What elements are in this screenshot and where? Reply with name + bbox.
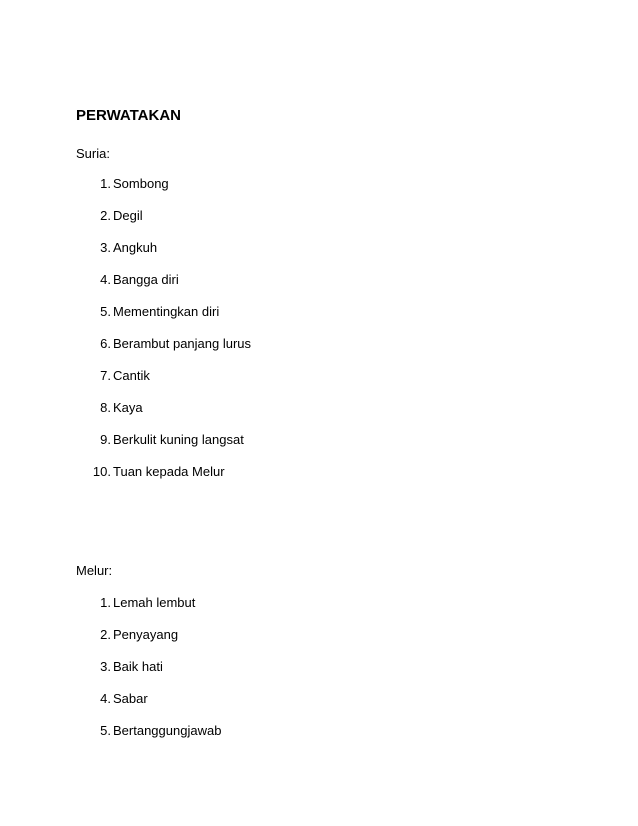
list-item-text: Lemah lembut [113, 595, 196, 610]
list-item [0, 304, 638, 336]
list-item [0, 595, 638, 627]
list-item [0, 400, 638, 432]
list-item [0, 336, 638, 368]
list-item [0, 240, 638, 272]
list-item-number: 3. [100, 659, 111, 674]
list-item-number: 2. [100, 208, 111, 223]
list-item-number: 2. [100, 627, 111, 642]
list-item-text: Sabar [113, 691, 148, 706]
list-item [0, 464, 638, 496]
list-item-number: 5. [100, 304, 111, 319]
list-item-number: 5. [100, 723, 111, 738]
list-item-text: Tuan kepada Melur [113, 464, 225, 479]
list-item [0, 659, 638, 691]
list-item-text: Kaya [113, 400, 143, 415]
list-item-number: 1. [100, 595, 111, 610]
list-item-number: 6. [100, 336, 111, 351]
list-item-number: 9. [100, 432, 111, 447]
list-item [0, 272, 638, 304]
list-item-text: Baik hati [113, 659, 163, 674]
list-item-number: 1. [100, 176, 111, 191]
list-item [0, 368, 638, 400]
list-item-text: Bangga diri [113, 272, 179, 287]
list-item [0, 723, 638, 755]
list-item-number: 10. [92, 464, 111, 479]
list-item-number: 4. [100, 691, 111, 706]
list-item-text: Cantik [113, 368, 150, 383]
list-item-text: Sombong [113, 176, 169, 191]
list-item-text: Degil [113, 208, 143, 223]
section-label-melur: Melur: [76, 563, 113, 578]
list-item-text: Penyayang [113, 627, 179, 642]
list-item-number: 3. [100, 240, 111, 255]
list-item-number: 4. [100, 272, 111, 287]
list-item [0, 691, 638, 723]
melur-list [0, 595, 638, 755]
list-item [0, 176, 638, 208]
list-item-text: Mementingkan diri [113, 304, 220, 319]
list-item [0, 208, 638, 240]
list-item [0, 432, 638, 464]
list-item [0, 627, 638, 659]
list-item-number: 8. [100, 400, 111, 415]
suria-list [0, 176, 638, 496]
list-item-number: 7. [100, 368, 111, 383]
section-label-suria: Suria: [76, 146, 110, 161]
list-item-text: Bertanggungjawab [113, 723, 222, 738]
page-title: PERWATAKAN [76, 107, 181, 124]
list-item-text: Angkuh [113, 240, 158, 255]
list-item-text: Berambut panjang lurus [113, 336, 252, 351]
list-item-text: Berkulit kuning langsat [113, 432, 244, 447]
